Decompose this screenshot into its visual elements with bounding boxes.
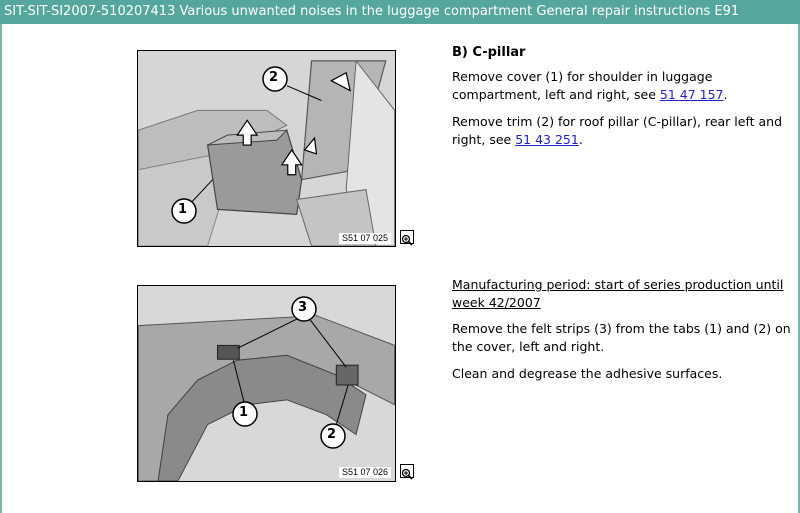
- zoom-icon[interactable]: [400, 230, 414, 244]
- callout-1: 1: [178, 202, 188, 217]
- figure-c-pillar: [137, 50, 396, 247]
- instruction-text: Remove cover (1) for shoulder in luggage compartment, left and right, see: [452, 69, 713, 102]
- callout-3: 3: [298, 300, 308, 315]
- instruction-text: Remove trim (2) for roof pillar (C-pillar), rear left and right, see: [452, 114, 783, 147]
- reference-link[interactable]: 51 47 157: [659, 87, 724, 102]
- instruction-remove-cover: [452, 68, 792, 104]
- figure-c-pillar-callouts: [138, 51, 395, 246]
- figure-felt-strips: [137, 285, 396, 482]
- reference-link[interactable]: 51 43 251: [515, 132, 579, 147]
- zoom-icon[interactable]: [400, 464, 414, 478]
- instruction-remove-trim: [452, 113, 792, 149]
- callout-2: 2: [269, 70, 279, 85]
- callout-2: 2: [327, 427, 337, 442]
- section-heading: B) C-pillar: [452, 45, 526, 60]
- callout-1: 1: [239, 405, 249, 420]
- figure-felt-strips-label: S51 07 026: [339, 467, 391, 478]
- figure-felt-strips-callouts: [138, 286, 395, 481]
- window-title: SIT-SIT-SI2007-510207413 Various unwanted noises in the luggage compartment General repair instructions E91: [0, 0, 800, 24]
- figure-c-pillar-label: S51 07 025: [339, 233, 391, 244]
- instruction-clean: Clean and degrease the adhesive surfaces.: [452, 366, 723, 381]
- manufacturing-period: Manufacturing period: start of series production until week 42/2007: [452, 277, 784, 310]
- frame-border-left: [0, 24, 2, 513]
- punctuation: .: [578, 132, 583, 147]
- instruction-remove-felt: Remove the felt strips (3) from the tabs (1) and (2) on the cover, left and right.: [452, 321, 791, 354]
- punctuation: .: [723, 87, 728, 102]
